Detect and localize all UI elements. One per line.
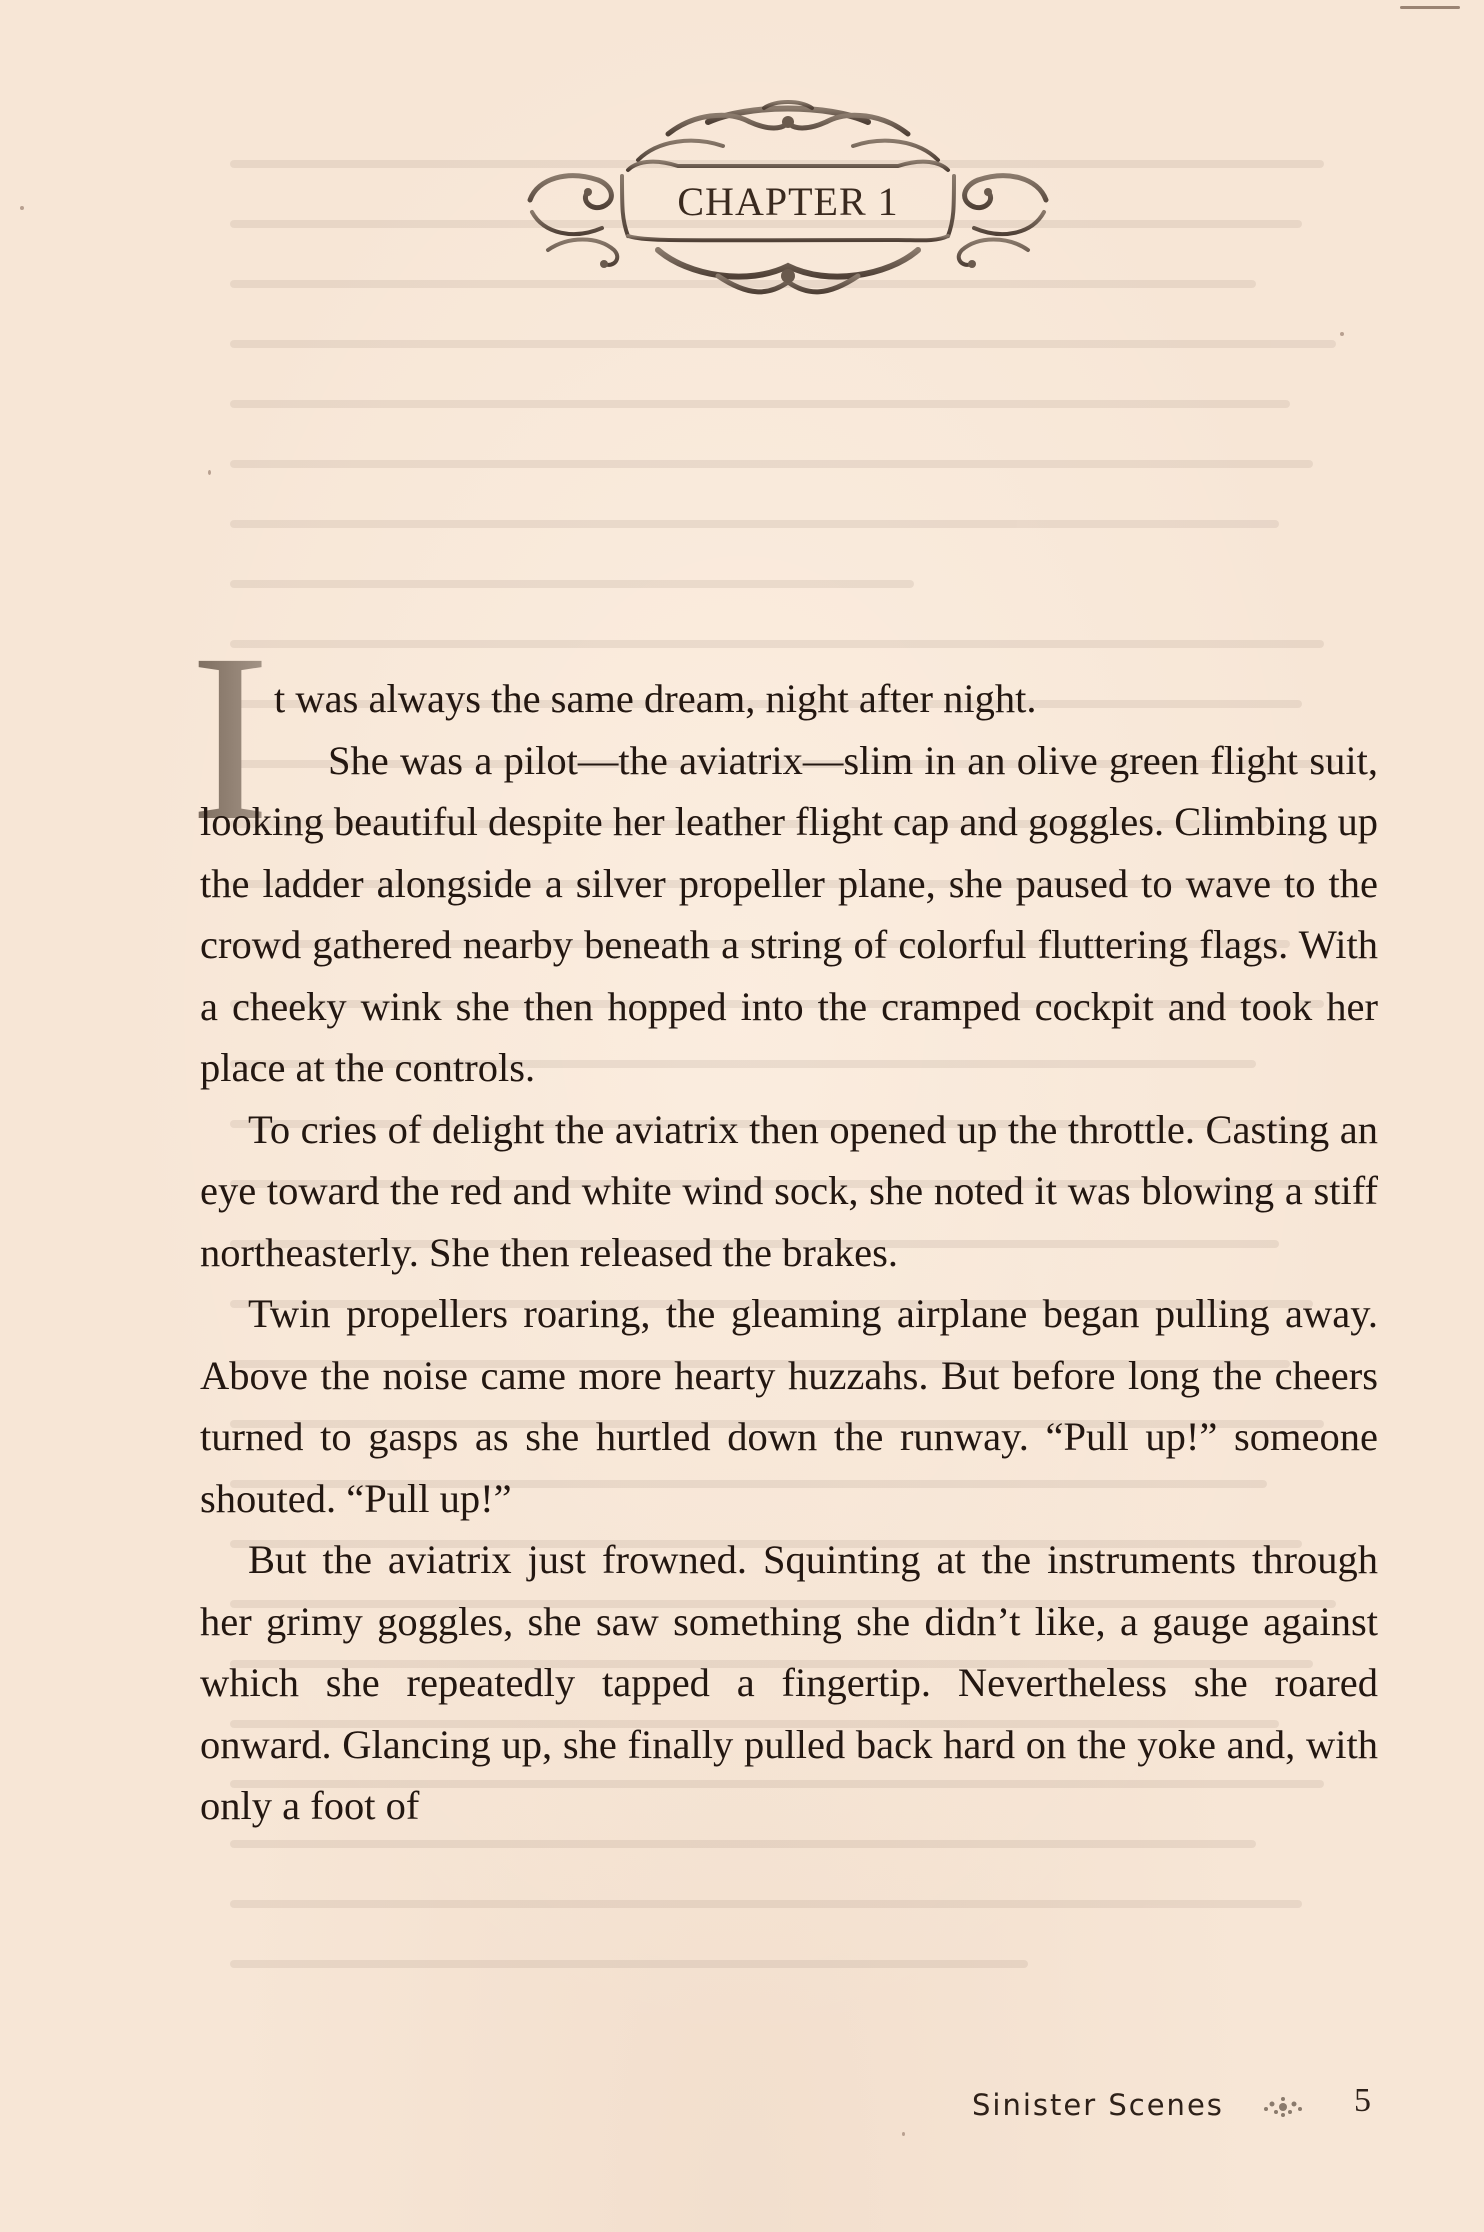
page-number: 5 <box>1354 2082 1371 2119</box>
footer-ornament-icon <box>1258 2094 1308 2120</box>
paper-speck <box>20 206 24 210</box>
paper-speck <box>1400 6 1460 9</box>
chapter-body <box>200 668 1378 1837</box>
paragraph-4: Twin propellers roaring, the gleaming airplane began pulling away. Above the noise came more hearty huzzahs. But before long the cheers turned to gasps as she hurtled down the runway. “Pull up!” someone shouted. “Pull up!” <box>200 1291 1378 1521</box>
paper-speck <box>1340 332 1344 336</box>
paper-speck <box>902 2132 905 2136</box>
paper-speck <box>208 470 211 475</box>
paragraph-5: But the aviatrix just frowned. Squinting at the instruments through her grimy goggles, she saw something she didn’t like, a gauge against which she repeatedly tapped a fingertip. Nevertheless she roared onward. Glancing up, she finally pulled back hard on the yoke and, with only a foot of <box>200 1537 1378 1828</box>
chapter-title: CHAPTER 1 <box>677 179 899 224</box>
paragraph-1: t was always the same dream, night after night. <box>274 676 1037 721</box>
running-footer-title: Sinister Scenes <box>972 2088 1224 2122</box>
chapter-heading <box>518 100 1058 300</box>
paragraph-2: She was a pilot—the aviatrix—slim in an olive green flight suit, looking beautiful despite her leather flight cap and goggles. Climbing up the ladder alongside a silver propeller plane, she paused to wave to the crowd gathered nearby beneath a string of colorful fluttering flags. With a cheeky wink she then hopped into the cramped cockpit and took her place at the controls. <box>200 737 1378 1090</box>
drop-cap-letter: I <box>190 638 270 828</box>
paragraph-3: To cries of delight the aviatrix then opened up the throttle. Casting an eye toward the red and white wind sock, she noted it was blowing a stiff northeasterly. She then released the brakes. <box>200 1106 1378 1275</box>
